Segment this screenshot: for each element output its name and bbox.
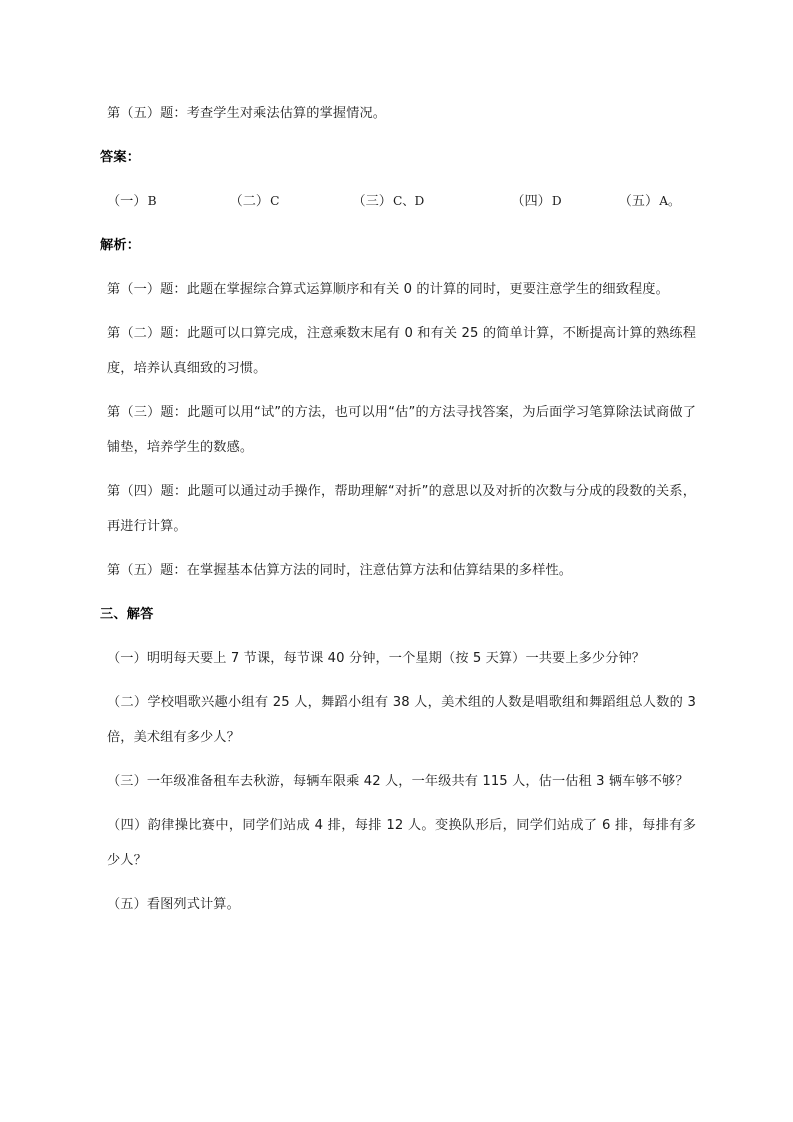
solve-question-1: （一）明明每天要上 7 节课，每节课 40 分钟，一个星期（按 5 天算）一共要上多少分钟？ xyxy=(107,651,646,666)
explanation-paragraph-3: 第（三）题：此题可以用“试”的方法，也可以用“估”的方法寻找答案，为后面学习笔算除法试商做了铺垫，培养学生的数感。 xyxy=(107,405,696,455)
answer-value-4: D xyxy=(551,194,562,208)
answer-label-3: （三） xyxy=(352,194,392,209)
answer-label-1: （一） xyxy=(107,194,147,209)
explanation-paragraph-2: 第（二）题：此题可以口算完成，注意乘数末尾有 0 和有关 25 的简单计算，不断提高计算的熟练程度，培养认真细致的习惯。 xyxy=(107,326,696,376)
solve-question-2: （二）学校唱歌兴趣小组有 25 人，舞蹈小组有 38 人，美术组的人数是唱歌组和舞蹈组总人数的 3 倍，美术组有多少人？ xyxy=(107,695,696,745)
solve-question-5: （五）看图列式计算。 xyxy=(107,897,240,912)
answer-value-1: B xyxy=(147,194,157,208)
answer-item-5 xyxy=(619,184,682,219)
answer-value-3: C、D xyxy=(392,194,425,208)
answers-heading: 答案： xyxy=(100,150,141,165)
solve-question-4: （四）韵律操比赛中，同学们站成 4 排，每排 12 人。变换队形后，同学们站成了 6 排，每排有多少人？ xyxy=(107,818,696,868)
explanation-paragraph-4: 第（四）题：此题可以通过动手操作，帮助理解“对折”的意思以及对折的次数与分成的段数的关系，再进行计算。 xyxy=(107,484,696,534)
explanation-heading: 解析： xyxy=(100,238,141,253)
answer-label-2: （二） xyxy=(229,194,270,209)
answer-label-4: （四） xyxy=(511,194,551,209)
answer-value-5: A。 xyxy=(659,194,681,208)
solve-section-heading: 三、解答 xyxy=(100,607,154,622)
explanation-paragraph-5: 第（五）题：在掌握基本估算方法的同时，注意估算方法和估算结果的多样性。 xyxy=(107,563,573,578)
answer-label-5: （五） xyxy=(618,194,659,209)
solve-question-3: （三）一年级准备租车去秋游，每辆车限乘 42 人，一年级共有 115 人，估一估租 3 辆车够不够？ xyxy=(107,774,689,789)
answer-item-3 xyxy=(352,184,425,219)
answers-row xyxy=(100,184,696,219)
answer-item-1 xyxy=(107,184,158,219)
answer-value-2: C xyxy=(270,194,280,208)
explanation-paragraph-1: 第（一）题：此题在掌握综合算式运算顺序和有关 0 的计算的同时，更要注意学生的细致程度。 xyxy=(107,282,669,297)
answer-item-4 xyxy=(511,184,562,219)
analysis-line-question-five: 第（五）题：考查学生对乘法估算的掌握情况。 xyxy=(107,106,387,121)
document-body xyxy=(100,96,696,922)
answer-item-2 xyxy=(230,184,281,219)
